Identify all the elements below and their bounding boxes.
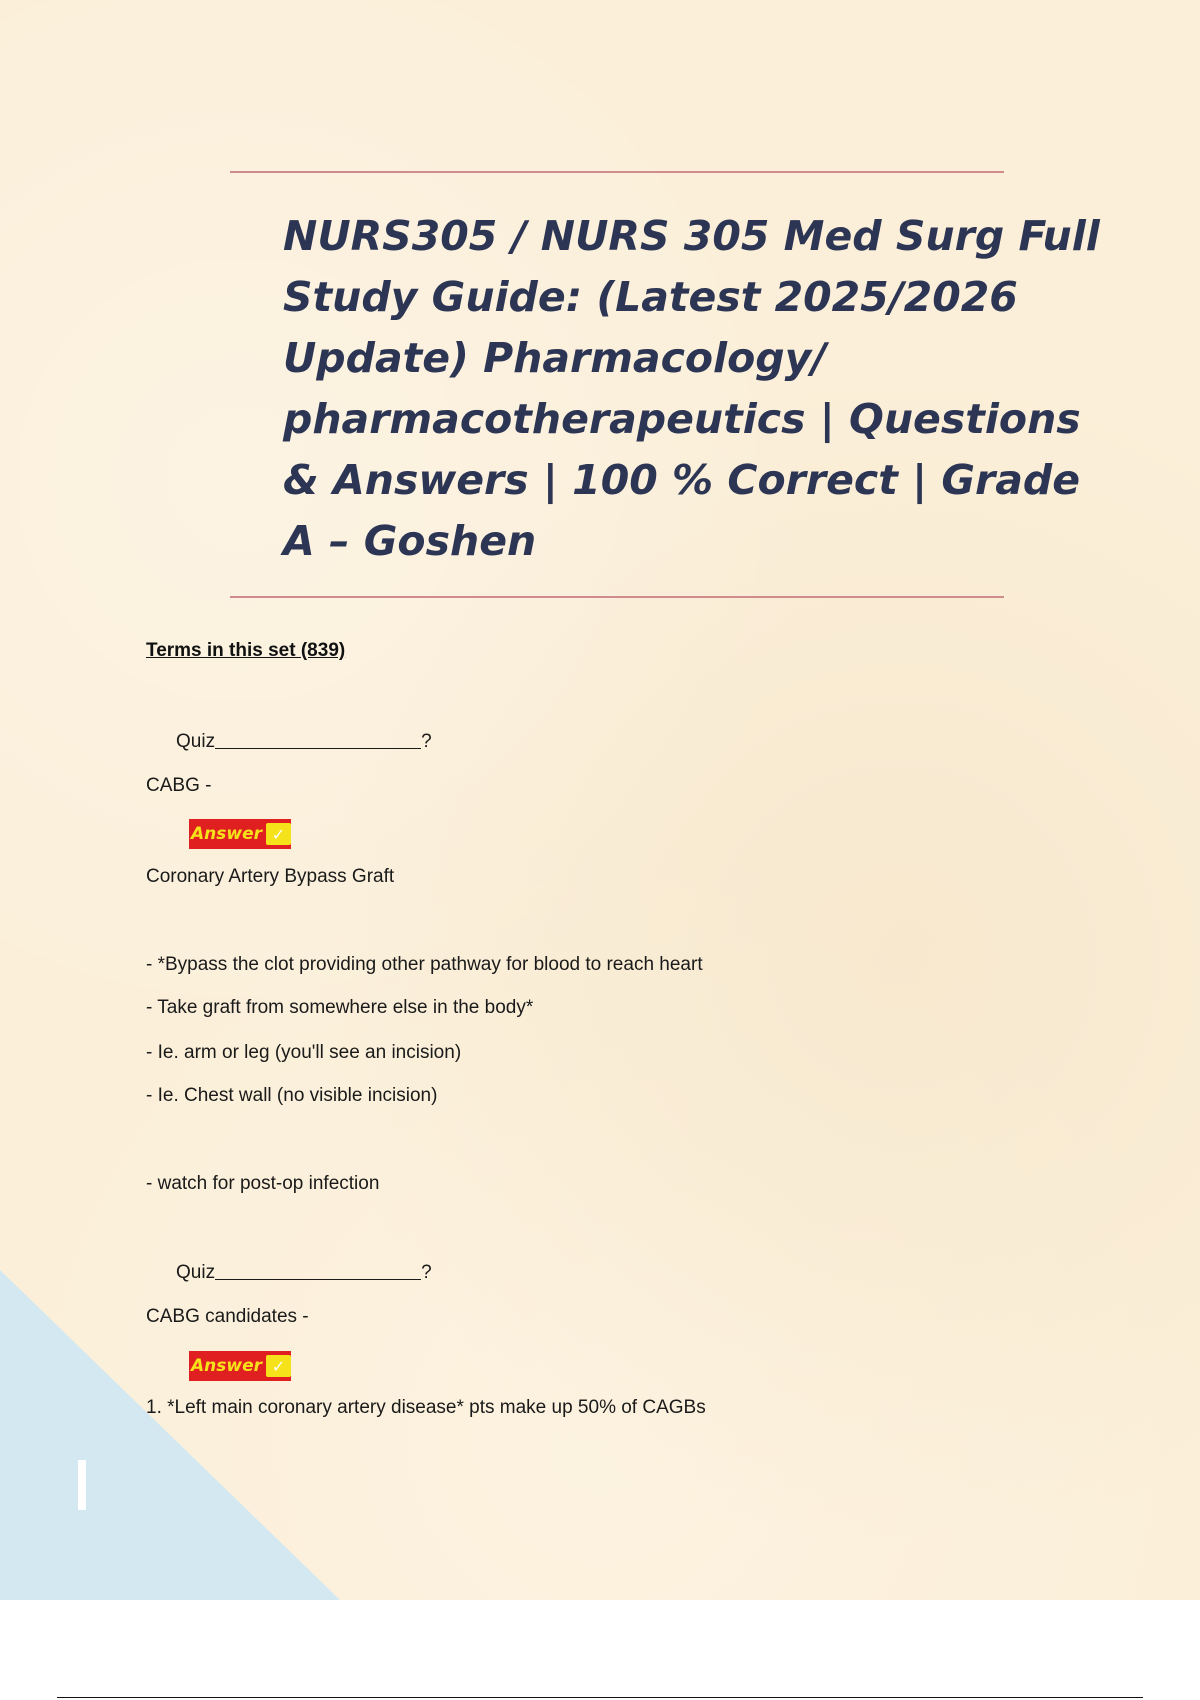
- answer-badge: [189, 1351, 291, 1381]
- footer-rule: [57, 1697, 1143, 1698]
- title-top-rule: [230, 171, 1004, 173]
- card-note: - watch for post-op infection: [146, 1173, 380, 1194]
- quiz-label: Quiz: [176, 731, 216, 752]
- quiz-blank: [215, 748, 421, 749]
- answer-label: Answer: [191, 824, 262, 844]
- answer-badge: [189, 819, 291, 849]
- card-term: CABG -: [146, 775, 212, 796]
- corner-bar-mark: [78, 1460, 86, 1510]
- card-note: - *Bypass the clot providing other pathway for blood to reach heart: [146, 954, 703, 975]
- quiz-prompt: [176, 1262, 432, 1284]
- card-definition: Coronary Artery Bypass Graft: [146, 866, 395, 887]
- document-title: NURS305 / NURS 305 Med Surg Full Study Guide: (Latest 2025/2026 Update) Pharmacology/ pharmacotherapeutics | Questions & Answers | 100 % Correct | Grade A – Goshen: [283, 212, 1100, 565]
- check-icon: ✓: [266, 1355, 291, 1377]
- answer-label: Answer: [191, 1356, 262, 1376]
- quiz-label: Quiz: [176, 1262, 216, 1283]
- quiz-suffix: ?: [421, 731, 432, 752]
- card-note: - Ie. Chest wall (no visible incision): [146, 1085, 438, 1106]
- title-bottom-rule: [230, 596, 1004, 598]
- card-definition: 1. *Left main coronary artery disease* pts make up 50% of CAGBs: [146, 1397, 706, 1418]
- card-term: CABG candidates -: [146, 1306, 309, 1327]
- quiz-suffix: ?: [421, 1262, 432, 1283]
- card-note: - Ie. arm or leg (you'll see an incision): [146, 1042, 462, 1063]
- quiz-blank: [215, 1279, 421, 1280]
- quiz-prompt: [176, 731, 432, 753]
- terms-heading: Terms in this set (839): [146, 640, 346, 661]
- check-icon: ✓: [266, 823, 291, 845]
- card-note: - Take graft from somewhere else in the body*: [146, 997, 534, 1018]
